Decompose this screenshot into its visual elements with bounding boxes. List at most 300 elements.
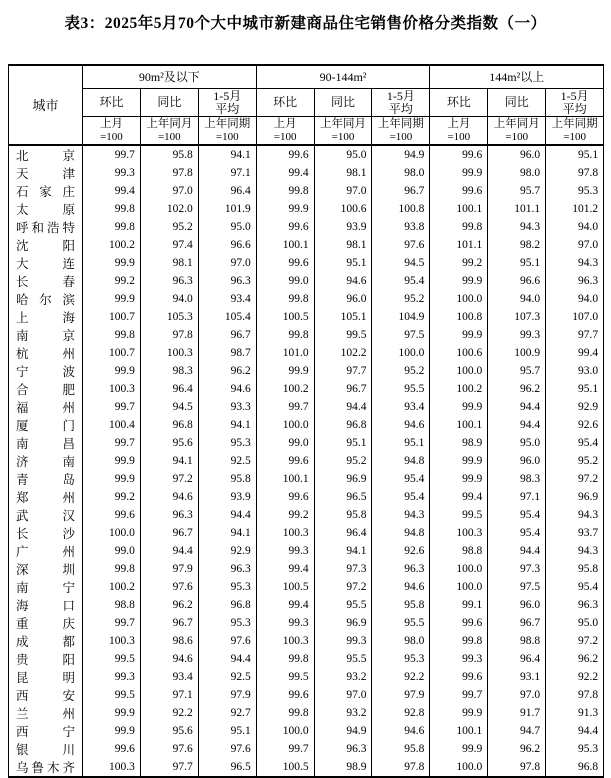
city-name: 乌鲁木齐 xyxy=(16,761,75,775)
value-cell: 96.0 xyxy=(488,596,546,614)
value-cell: 99.8 xyxy=(83,218,141,236)
group-header-144-above: 144m²以上 xyxy=(430,65,604,89)
city-name: 成都 xyxy=(16,635,75,649)
value-cell: 100.0 xyxy=(372,344,430,362)
value-cell: 101.2 xyxy=(546,200,604,218)
value-cell: 98.0 xyxy=(488,164,546,182)
value-cell: 97.2 xyxy=(546,632,604,650)
value-cell: 104.9 xyxy=(372,308,430,326)
value-cell: 100.3 xyxy=(256,524,314,542)
city-name: 上海 xyxy=(16,311,75,325)
value-cell: 100.8 xyxy=(430,308,488,326)
base-header-same-month-last-year: 上年同月 =100 xyxy=(140,117,198,146)
value-cell: 99.9 xyxy=(83,362,141,380)
city-name: 沈阳 xyxy=(16,239,75,253)
table-row xyxy=(9,704,604,722)
table-header xyxy=(9,65,604,145)
value-cell: 99.3 xyxy=(256,542,314,560)
value-cell: 99.7 xyxy=(430,686,488,704)
city-name: 宁波 xyxy=(16,365,75,379)
value-cell: 98.2 xyxy=(488,236,546,254)
value-cell: 96.4 xyxy=(140,380,198,398)
value-cell: 99.6 xyxy=(256,218,314,236)
value-cell: 99.9 xyxy=(430,452,488,470)
value-cell: 93.0 xyxy=(546,362,604,380)
value-cell: 99.9 xyxy=(430,704,488,722)
value-cell: 96.4 xyxy=(314,524,372,542)
metric-header-avg: 1-5月 平均 xyxy=(546,89,604,117)
table-row xyxy=(9,686,604,704)
value-cell: 100.2 xyxy=(83,236,141,254)
value-cell: 99.9 xyxy=(430,326,488,344)
city-name: 贵阳 xyxy=(16,653,75,667)
value-cell: 96.3 xyxy=(140,272,198,290)
city-cell xyxy=(9,740,83,758)
value-cell: 97.7 xyxy=(546,326,604,344)
value-cell: 95.3 xyxy=(198,434,256,452)
metric-header-mom xyxy=(83,89,141,117)
value-cell: 94.6 xyxy=(372,416,430,434)
table-row xyxy=(9,200,604,218)
table-row xyxy=(9,596,604,614)
value-cell: 96.6 xyxy=(488,272,546,290)
value-cell: 94.7 xyxy=(488,722,546,740)
base-header-same-period-last-year: 上年同期 =100 xyxy=(372,117,430,146)
value-cell: 95.4 xyxy=(488,506,546,524)
value-cell: 96.3 xyxy=(198,272,256,290)
value-cell: 96.0 xyxy=(314,290,372,308)
value-cell: 99.9 xyxy=(256,362,314,380)
value-cell: 94.9 xyxy=(372,145,430,164)
value-cell: 97.1 xyxy=(488,488,546,506)
value-cell: 96.8 xyxy=(314,416,372,434)
metric-label: 环比 xyxy=(446,95,471,109)
table-row xyxy=(9,434,604,452)
city-name: 深圳 xyxy=(16,563,75,577)
value-cell: 100.4 xyxy=(83,416,141,434)
city-name: 海口 xyxy=(16,599,75,613)
city-name: 大连 xyxy=(16,257,75,271)
value-cell: 94.0 xyxy=(140,290,198,308)
value-cell: 99.6 xyxy=(256,254,314,272)
value-cell: 99.1 xyxy=(430,596,488,614)
city-cell xyxy=(9,506,83,524)
value-cell: 100.0 xyxy=(256,416,314,434)
value-cell: 94.4 xyxy=(488,416,546,434)
value-cell: 96.3 xyxy=(198,560,256,578)
metric-label: 1-5月 xyxy=(213,88,242,103)
value-cell: 99.5 xyxy=(83,650,141,668)
value-cell: 94.6 xyxy=(198,380,256,398)
value-cell: 100.3 xyxy=(256,632,314,650)
value-cell: 94.1 xyxy=(198,524,256,542)
price-index-table xyxy=(8,64,604,778)
value-cell: 95.3 xyxy=(198,614,256,632)
metric-header-yoy xyxy=(140,89,198,117)
city-cell xyxy=(9,326,83,344)
value-cell: 97.8 xyxy=(372,758,430,777)
value-cell: 99.9 xyxy=(430,398,488,416)
value-cell: 100.5 xyxy=(256,578,314,596)
value-cell: 94.6 xyxy=(372,578,430,596)
base-header-same-month-last-year: 上年同月 =100 xyxy=(488,117,546,146)
value-cell: 99.4 xyxy=(546,344,604,362)
city-cell xyxy=(9,704,83,722)
base-header-prev-month: 上月 =100 xyxy=(430,117,488,146)
table-row xyxy=(9,722,604,740)
value-cell: 93.4 xyxy=(198,290,256,308)
value-cell: 99.7 xyxy=(83,398,141,416)
value-cell: 97.5 xyxy=(488,578,546,596)
value-cell: 94.1 xyxy=(198,416,256,434)
value-cell: 95.5 xyxy=(314,650,372,668)
value-cell: 95.4 xyxy=(372,470,430,488)
value-cell: 100.3 xyxy=(140,344,198,362)
value-cell: 99.9 xyxy=(256,200,314,218)
city-name: 福州 xyxy=(16,401,75,415)
city-name: 合肥 xyxy=(16,383,75,397)
table-row xyxy=(9,145,604,164)
value-cell: 97.0 xyxy=(314,182,372,200)
value-cell: 95.0 xyxy=(488,434,546,452)
base-header-same-period-last-year: 上年同期 =100 xyxy=(198,117,256,146)
value-cell: 96.5 xyxy=(314,488,372,506)
value-cell: 96.9 xyxy=(546,488,604,506)
value-cell: 97.4 xyxy=(140,236,198,254)
value-cell: 99.9 xyxy=(83,290,141,308)
value-cell: 99.8 xyxy=(430,218,488,236)
value-cell: 99.8 xyxy=(256,326,314,344)
value-cell: 96.7 xyxy=(488,614,546,632)
value-cell: 95.7 xyxy=(488,362,546,380)
metric-header-avg: 1-5月 平均 xyxy=(372,89,430,117)
value-cell: 97.0 xyxy=(314,686,372,704)
value-cell: 94.5 xyxy=(140,398,198,416)
value-cell: 92.5 xyxy=(198,668,256,686)
city-name: 石家庄 xyxy=(16,185,75,199)
city-cell xyxy=(9,308,83,326)
value-cell: 94.6 xyxy=(140,488,198,506)
city-name: 天津 xyxy=(16,167,75,181)
value-cell: 100.0 xyxy=(430,290,488,308)
table-row xyxy=(9,488,604,506)
value-cell: 99.8 xyxy=(430,632,488,650)
value-cell: 99.6 xyxy=(430,614,488,632)
base-header-same-month-last-year: 上年同月 =100 xyxy=(314,117,372,146)
value-cell: 99.8 xyxy=(256,290,314,308)
city-cell xyxy=(9,488,83,506)
metric-header-avg: 1-5月 平均 xyxy=(198,89,256,117)
value-cell: 97.0 xyxy=(488,686,546,704)
value-cell: 100.7 xyxy=(83,344,141,362)
value-cell: 97.8 xyxy=(140,326,198,344)
value-cell: 96.7 xyxy=(372,182,430,200)
value-cell: 98.0 xyxy=(372,632,430,650)
value-cell: 95.2 xyxy=(314,452,372,470)
value-cell: 94.4 xyxy=(546,722,604,740)
value-cell: 92.7 xyxy=(198,704,256,722)
value-cell: 96.4 xyxy=(488,650,546,668)
value-cell: 94.4 xyxy=(488,398,546,416)
value-cell: 99.4 xyxy=(256,560,314,578)
value-cell: 105.1 xyxy=(314,308,372,326)
base-header-prev-month: 上月 =100 xyxy=(83,117,141,146)
value-cell: 96.3 xyxy=(546,596,604,614)
value-cell: 96.7 xyxy=(198,326,256,344)
value-cell: 96.7 xyxy=(140,524,198,542)
value-cell: 99.9 xyxy=(83,722,141,740)
city-cell xyxy=(9,722,83,740)
value-cell: 97.6 xyxy=(198,740,256,758)
value-cell: 99.3 xyxy=(256,614,314,632)
value-cell: 95.2 xyxy=(140,218,198,236)
table-row xyxy=(9,326,604,344)
value-cell: 99.6 xyxy=(83,740,141,758)
city-cell xyxy=(9,145,83,164)
value-cell: 99.6 xyxy=(256,145,314,164)
city-cell xyxy=(9,182,83,200)
city-name: 西宁 xyxy=(16,725,75,739)
value-cell: 95.3 xyxy=(546,740,604,758)
city-cell xyxy=(9,254,83,272)
metric-header-yoy xyxy=(488,89,546,117)
city-cell xyxy=(9,236,83,254)
value-cell: 95.8 xyxy=(546,560,604,578)
value-cell: 102.2 xyxy=(314,344,372,362)
value-cell: 95.8 xyxy=(314,506,372,524)
value-cell: 96.2 xyxy=(198,362,256,380)
city-name: 郑州 xyxy=(16,491,75,505)
value-cell: 99.3 xyxy=(430,650,488,668)
value-cell: 93.7 xyxy=(546,524,604,542)
value-cell: 100.1 xyxy=(256,236,314,254)
city-cell xyxy=(9,164,83,182)
value-cell: 99.0 xyxy=(256,434,314,452)
value-cell: 98.6 xyxy=(140,632,198,650)
table-row xyxy=(9,740,604,758)
value-cell: 97.6 xyxy=(372,236,430,254)
value-cell: 100.5 xyxy=(256,758,314,777)
value-cell: 92.6 xyxy=(372,542,430,560)
value-cell: 94.6 xyxy=(140,650,198,668)
value-cell: 93.1 xyxy=(488,668,546,686)
group-header-90-144: 90-144m² xyxy=(256,65,430,89)
value-cell: 99.8 xyxy=(256,704,314,722)
value-cell: 99.6 xyxy=(430,145,488,164)
table-row xyxy=(9,272,604,290)
table-row xyxy=(9,164,604,182)
metric-label: 同比 xyxy=(157,95,182,109)
value-cell: 95.4 xyxy=(546,578,604,596)
value-cell: 96.3 xyxy=(314,740,372,758)
city-cell xyxy=(9,542,83,560)
value-cell: 94.8 xyxy=(372,452,430,470)
value-cell: 98.7 xyxy=(198,344,256,362)
city-name: 重庆 xyxy=(16,617,75,631)
value-cell: 96.7 xyxy=(140,614,198,632)
value-cell: 94.8 xyxy=(372,524,430,542)
value-cell: 95.4 xyxy=(372,488,430,506)
value-cell: 97.9 xyxy=(372,686,430,704)
value-cell: 96.2 xyxy=(488,740,546,758)
value-cell: 94.3 xyxy=(546,254,604,272)
table-row xyxy=(9,452,604,470)
value-cell: 101.0 xyxy=(256,344,314,362)
value-cell: 94.0 xyxy=(546,290,604,308)
city-cell xyxy=(9,470,83,488)
value-cell: 96.9 xyxy=(314,470,372,488)
city-name: 广州 xyxy=(16,545,75,559)
value-cell: 100.6 xyxy=(430,344,488,362)
value-cell: 97.7 xyxy=(314,362,372,380)
value-cell: 93.2 xyxy=(314,668,372,686)
table-row xyxy=(9,380,604,398)
city-name: 长春 xyxy=(16,275,75,289)
value-cell: 100.1 xyxy=(430,200,488,218)
city-cell xyxy=(9,686,83,704)
value-cell: 99.4 xyxy=(83,182,141,200)
city-name: 太原 xyxy=(16,203,75,217)
value-cell: 98.1 xyxy=(314,164,372,182)
value-cell: 99.9 xyxy=(430,740,488,758)
value-cell: 99.5 xyxy=(83,686,141,704)
city-cell xyxy=(9,290,83,308)
value-cell: 100.6 xyxy=(314,200,372,218)
value-cell: 98.1 xyxy=(314,236,372,254)
value-cell: 95.0 xyxy=(198,218,256,236)
value-cell: 94.1 xyxy=(140,452,198,470)
value-cell: 96.7 xyxy=(314,380,372,398)
city-name: 南京 xyxy=(16,329,75,343)
city-cell xyxy=(9,434,83,452)
value-cell: 97.9 xyxy=(140,560,198,578)
value-cell: 100.2 xyxy=(430,380,488,398)
value-cell: 100.8 xyxy=(372,200,430,218)
value-cell: 95.4 xyxy=(546,434,604,452)
city-name: 北京 xyxy=(16,149,75,163)
value-cell: 92.2 xyxy=(546,668,604,686)
value-cell: 98.3 xyxy=(140,362,198,380)
city-cell xyxy=(9,452,83,470)
value-cell: 99.8 xyxy=(83,560,141,578)
value-cell: 105.3 xyxy=(140,308,198,326)
city-cell xyxy=(9,668,83,686)
city-cell xyxy=(9,578,83,596)
value-cell: 99.0 xyxy=(256,272,314,290)
city-cell xyxy=(9,632,83,650)
value-cell: 98.8 xyxy=(430,542,488,560)
value-cell: 97.8 xyxy=(546,686,604,704)
value-cell: 101.1 xyxy=(430,236,488,254)
value-cell: 95.2 xyxy=(372,362,430,380)
value-cell: 100.9 xyxy=(488,344,546,362)
value-cell: 94.5 xyxy=(372,254,430,272)
value-cell: 95.0 xyxy=(314,145,372,164)
value-cell: 95.7 xyxy=(488,182,546,200)
value-cell: 95.4 xyxy=(488,524,546,542)
value-cell: 93.9 xyxy=(198,488,256,506)
value-cell: 99.8 xyxy=(256,182,314,200)
value-cell: 96.4 xyxy=(198,182,256,200)
value-cell: 100.7 xyxy=(83,308,141,326)
value-cell: 99.7 xyxy=(83,614,141,632)
metric-header-mom xyxy=(430,89,488,117)
value-cell: 92.9 xyxy=(546,398,604,416)
value-cell: 94.6 xyxy=(314,272,372,290)
value-cell: 97.0 xyxy=(198,254,256,272)
value-cell: 94.4 xyxy=(198,506,256,524)
table-row xyxy=(9,542,604,560)
value-cell: 95.1 xyxy=(546,145,604,164)
value-cell: 96.8 xyxy=(546,758,604,777)
value-cell: 99.6 xyxy=(256,488,314,506)
value-cell: 97.3 xyxy=(314,560,372,578)
metric-label: 同比 xyxy=(331,95,356,109)
city-cell xyxy=(9,650,83,668)
value-cell: 99.0 xyxy=(83,542,141,560)
city-cell xyxy=(9,380,83,398)
value-cell: 95.1 xyxy=(198,722,256,740)
metric-label: 同比 xyxy=(504,95,529,109)
value-cell: 99.4 xyxy=(430,488,488,506)
value-cell: 94.4 xyxy=(488,542,546,560)
value-cell: 99.6 xyxy=(83,506,141,524)
value-cell: 94.6 xyxy=(372,722,430,740)
value-cell: 99.7 xyxy=(83,145,141,164)
value-cell: 99.9 xyxy=(430,470,488,488)
value-cell: 99.8 xyxy=(83,326,141,344)
value-cell: 98.9 xyxy=(314,758,372,777)
value-cell: 99.2 xyxy=(430,254,488,272)
value-cell: 95.8 xyxy=(372,740,430,758)
value-cell: 99.2 xyxy=(256,506,314,524)
value-cell: 99.3 xyxy=(83,164,141,182)
value-cell: 94.4 xyxy=(198,650,256,668)
value-cell: 105.4 xyxy=(198,308,256,326)
value-cell: 95.4 xyxy=(372,272,430,290)
value-cell: 96.0 xyxy=(488,452,546,470)
value-cell: 100.0 xyxy=(430,578,488,596)
value-cell: 96.2 xyxy=(488,380,546,398)
city-name: 杭州 xyxy=(16,347,75,361)
value-cell: 100.3 xyxy=(430,524,488,542)
value-cell: 94.3 xyxy=(488,218,546,236)
value-cell: 95.1 xyxy=(314,434,372,452)
value-cell: 101.9 xyxy=(198,200,256,218)
value-cell: 95.0 xyxy=(546,614,604,632)
metric-header-yoy xyxy=(314,89,372,117)
table-row xyxy=(9,290,604,308)
page-title: 表3：2025年5月70个大中城市新建商品住宅销售价格分类指数（一） xyxy=(64,15,547,32)
value-cell: 98.1 xyxy=(140,254,198,272)
value-cell: 99.9 xyxy=(83,254,141,272)
value-cell: 94.0 xyxy=(488,290,546,308)
value-cell: 95.8 xyxy=(198,470,256,488)
value-cell: 97.1 xyxy=(198,164,256,182)
city-name: 济南 xyxy=(16,455,75,469)
city-name: 武汉 xyxy=(16,509,75,523)
value-cell: 99.2 xyxy=(83,272,141,290)
table-row xyxy=(9,362,604,380)
value-cell: 94.3 xyxy=(546,542,604,560)
value-cell: 100.3 xyxy=(83,632,141,650)
value-cell: 97.3 xyxy=(488,560,546,578)
city-name: 南昌 xyxy=(16,437,75,451)
value-cell: 97.9 xyxy=(198,686,256,704)
value-cell: 96.9 xyxy=(314,614,372,632)
value-cell: 95.1 xyxy=(488,254,546,272)
value-cell: 95.1 xyxy=(546,380,604,398)
